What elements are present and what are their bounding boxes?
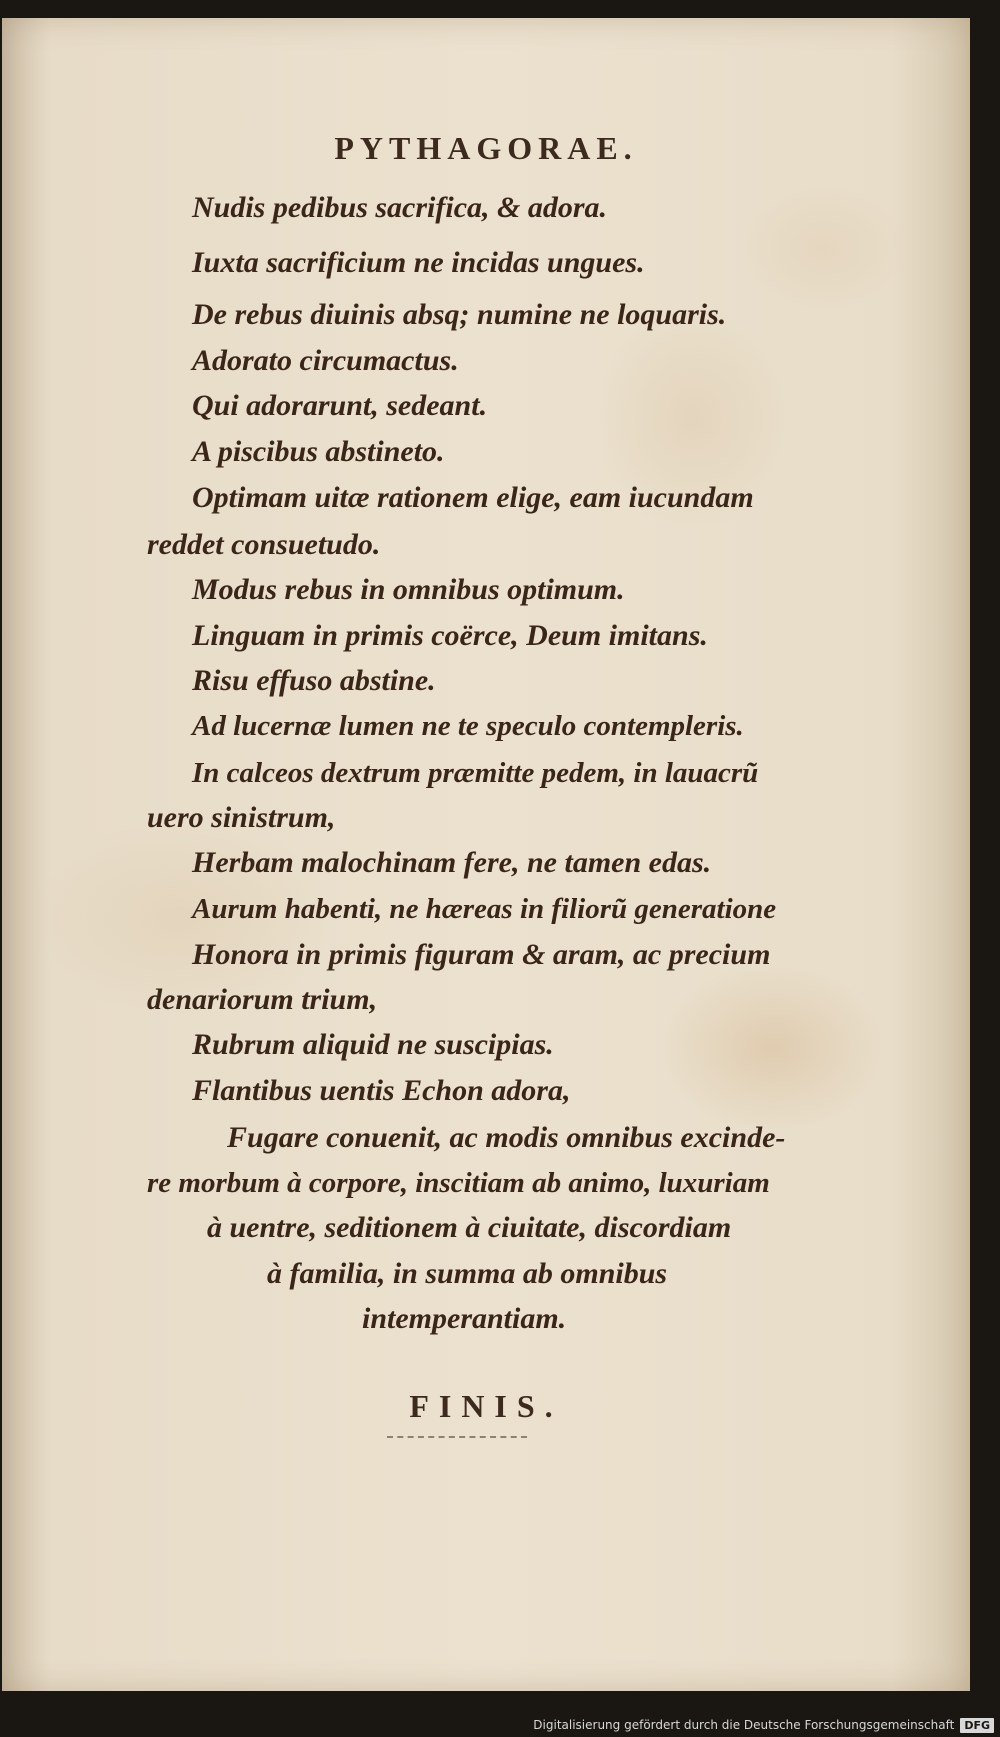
digitization-credit (533, 1715, 1000, 1737)
text-line: Risu effuso abstine. (192, 664, 436, 697)
text-line: à uentre, seditionem à ciuitate, discordiam (207, 1211, 732, 1244)
dfg-logo-icon: DFG (960, 1718, 994, 1733)
text-line: denariorum trium, (147, 983, 378, 1016)
text-line: Honora in primis figuram & aram, ac precium (192, 938, 771, 971)
text-line: Ad lucernæ lumen ne te speculo contempleris. (192, 710, 744, 742)
book-page (2, 18, 970, 1691)
finis-colophon: FINIS. (409, 1388, 563, 1424)
text-line: In calceos dextrum præmitte pedem, in lauacrũ (192, 757, 759, 789)
text-line: à familia, in summa ab omnibus (267, 1257, 668, 1290)
text-line: intemperantiam. (362, 1302, 567, 1335)
text-line: Nudis pedibus sacrifica, & adora. (192, 191, 608, 224)
text-line: Fugare conuenit, ac modis omnibus excinde- (227, 1121, 786, 1154)
text-line: Qui adorarunt, sedeant. (192, 389, 488, 422)
text-line: reddet consuetudo. (147, 528, 381, 561)
text-line: uero sinistrum, (147, 801, 336, 834)
text-line: Aurum habenti, ne hæreas in filiorũ generatione (192, 893, 777, 925)
text-line: Flantibus uentis Echon adora, (192, 1074, 571, 1107)
text-line: Iuxta sacrificium ne incidas ungues. (192, 246, 645, 279)
running-head: PYTHAGORAE. (334, 130, 638, 166)
text-line: Optimam uitæ rationem elige, eam iucundam (192, 481, 754, 514)
text-line: Herbam malochinam fere, ne tamen edas. (192, 846, 712, 879)
text-line: Linguam in primis coërce, Deum imitans. (192, 619, 708, 652)
text-line: A piscibus abstineto. (192, 435, 445, 468)
text-line: Modus rebus in omnibus optimum. (192, 573, 625, 606)
text-line: Adorato circumactus. (192, 344, 459, 377)
text-line: De rebus diuinis absq; numine ne loquaris. (192, 298, 727, 331)
ornament-rule (387, 1436, 527, 1438)
text-line: Rubrum aliquid ne suscipias. (192, 1028, 554, 1061)
credit-text: Digitalisierung gefördert durch die Deutsche Forschungsgemeinschaft (533, 1718, 955, 1732)
text-line: re morbum à corpore, inscitiam ab animo, luxuriam (147, 1167, 770, 1199)
